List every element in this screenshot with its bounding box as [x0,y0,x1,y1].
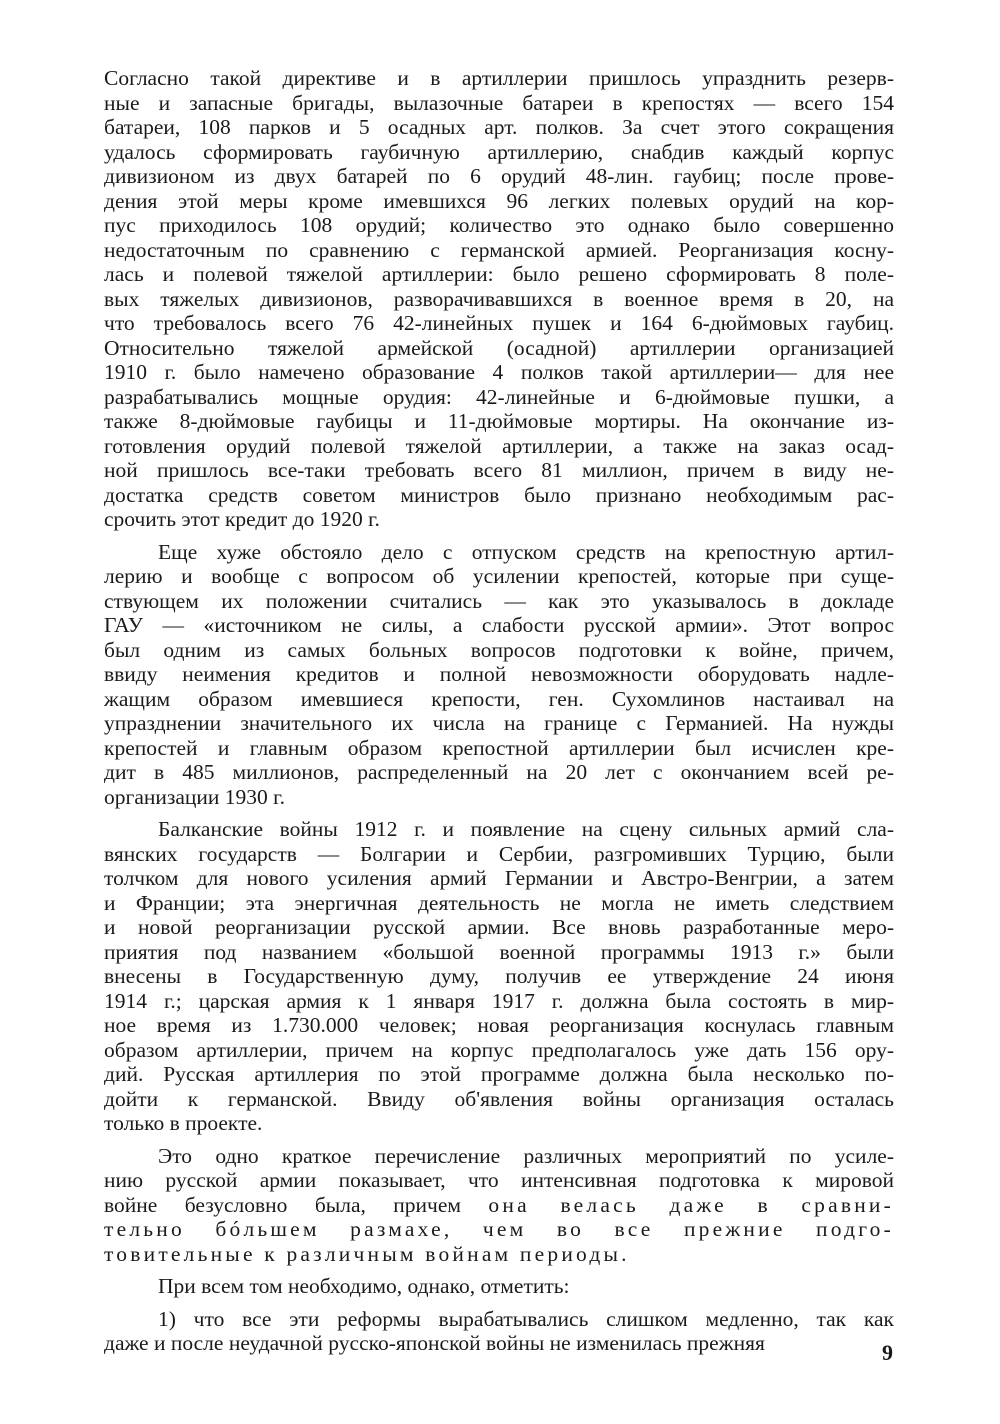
text-line: ввиду неимения кредитов и полной невозможности оборудовать надле- [104,662,894,686]
text-line: и новой реорганизации русской армии. Все вновь разработанные меро- [104,915,894,939]
text-line: ное время из 1.730.000 человек; новая реорганизация коснулась главным [104,1013,894,1037]
text-line: удалось сформировать гаубичную артиллерию, снабдив каждый корпус [104,139,894,164]
text-line: был одним из самых больных вопросов подготовки к войне, причем, [104,637,894,662]
text-line: Еще хуже обстояло дело с отпуском средств на крепостную артил- [158,539,894,564]
text-line: упразднении значительного их числа на границе с Германией. На нужды [104,711,894,735]
text-line: ной пришлось все-таки требовать всего 81 миллион, причем в виду не- [104,458,894,482]
text-line: недостаточным по сравнению с германской армией. Реорганизация косну- [104,237,894,262]
text-line: дий. Русская артиллерия по этой программе должна была несколько по- [104,1062,894,1086]
text-line: ствующем их положении считались — как это указывалось в докладе [104,588,894,613]
text-line: приятия под названием «большой военной программы 1913 г.» были [104,939,894,964]
text-line: лась и полевой тяжелой артиллерии: было решено сформировать 8 поле- [104,262,894,286]
spaced-emphasis: тельно бóльшем размахе, чем во все прежние подго- [104,1217,894,1241]
paragraph [104,1307,894,1356]
text-line: батареи, 108 парков и 5 осадных арт. полков. За счет этого сокращения [104,115,894,139]
paragraph [104,66,894,532]
text-line: образом артиллерии, причем на корпус предполагалось уже дать 156 ору- [104,1037,894,1062]
text-line [104,1217,894,1242]
text-line: Согласно такой директиве и в артиллерии пришлось упразднить резерв- [104,66,894,90]
text-line: Относительно тяжелой армейской (осадной) артиллерии организацией [104,335,894,360]
text-line: даже и после неудачной русско-японской войны не изменилась прежняя [104,1331,765,1355]
text-line: нию русской армии показывает, что интенсивная подготовка к мировой [104,1168,894,1192]
text-line: только в проекте. [104,1111,263,1135]
text-line: также 8-дюймовые гаубицы и 11-дюймовые мортиры. На окончание из- [104,409,894,433]
text-line: войне безусловно была, причем она велась даже в сравни- [104,1192,894,1217]
text-line: 1) что все эти реформы вырабатывались слишком медленно, так как [158,1306,894,1331]
text-line: Балканские войны 1912 г. и появление на сцену сильных армий сла- [158,817,894,841]
text-line: товительные к различным войнам периоды. [104,1241,627,1266]
text-line: пус приходилось 108 орудий; количество это однако было совершенно [104,213,894,237]
text-line: крепостей и главным образом крепостной артиллерии был исчислен кре- [104,735,894,760]
text-line: разрабатывались мощные орудия: 42-линейные и 6-дюймовые пушки, а [104,384,894,409]
text-line: ГАУ — «источником не силы, а слабости русской армии». Этот вопрос [104,613,894,637]
text-line: достатка средств советом министров было признано необходимым рас- [104,482,894,507]
paragraph [104,540,894,810]
text-line: что требовалось всего 76 42-линейных пушек и 164 6-дюймовых гаубиц. [104,311,894,335]
paragraph [104,817,894,1136]
text-line: лерию и вообще с вопросом об усилении крепостей, которые при суще- [104,564,894,588]
text-line: вых тяжелых дивизионов, разворачивавшихся в военное время в 20, на [104,286,894,311]
text-line: Это одно краткое перечисление различных мероприятий по усиле- [158,1143,894,1168]
text-line: 1910 г. было намечено образование 4 полков такой артиллерии— для нее [104,360,894,384]
text-line: дойти к германской. Ввиду об'явления войны организация осталась [104,1086,894,1111]
text-line: срочить этот кредит до 1920 г. [104,507,380,531]
page-body [104,66,894,1364]
paragraph [104,1144,894,1267]
text-line: организации 1930 г. [104,784,285,809]
page-number: 9 [882,1340,893,1365]
text-line: дит в 485 миллионов, распределенный на 20 лет с окончанием всей ре- [104,760,894,784]
spaced-emphasis: товительные к различным войнам периоды [104,1241,622,1266]
text-line: При всем том необходимо, однако, отметить: [158,1274,570,1298]
paragraph [104,1274,894,1299]
text-line: ные и запасные бригады, вылазочные батареи в крепостях — всего 154 [104,90,894,115]
spaced-emphasis: она велась даже в сравни- [488,1192,894,1217]
text-line: толчком для нового усиления армий Германии и Австро-Венгрии, а затем [104,866,894,890]
text-line: дения этой меры кроме имевшихся 96 легких полевых орудий на кор- [104,188,894,213]
text-line: и Франции; эта энергичная деятельность не могла не иметь следствием [104,890,894,915]
text-line: вянских государств — Болгарии и Сербии, разгромивших Турцию, были [104,841,894,866]
text-line: дивизионом из двух батарей по 6 орудий 48-лин. гаубиц; после прове- [104,164,894,188]
text-line: готовления орудий полевой тяжелой артиллерии, а также на заказ осад- [104,433,894,458]
text-line: жащим образом имевшиеся крепости, ген. Сухомлинов настаивал на [104,686,894,711]
text-line: внесены в Государственную думу, получив ее утверждение 24 июня [104,964,894,988]
text-line: 1914 г.; царская армия к 1 января 1917 г. должна была состоять в мир- [104,988,894,1013]
